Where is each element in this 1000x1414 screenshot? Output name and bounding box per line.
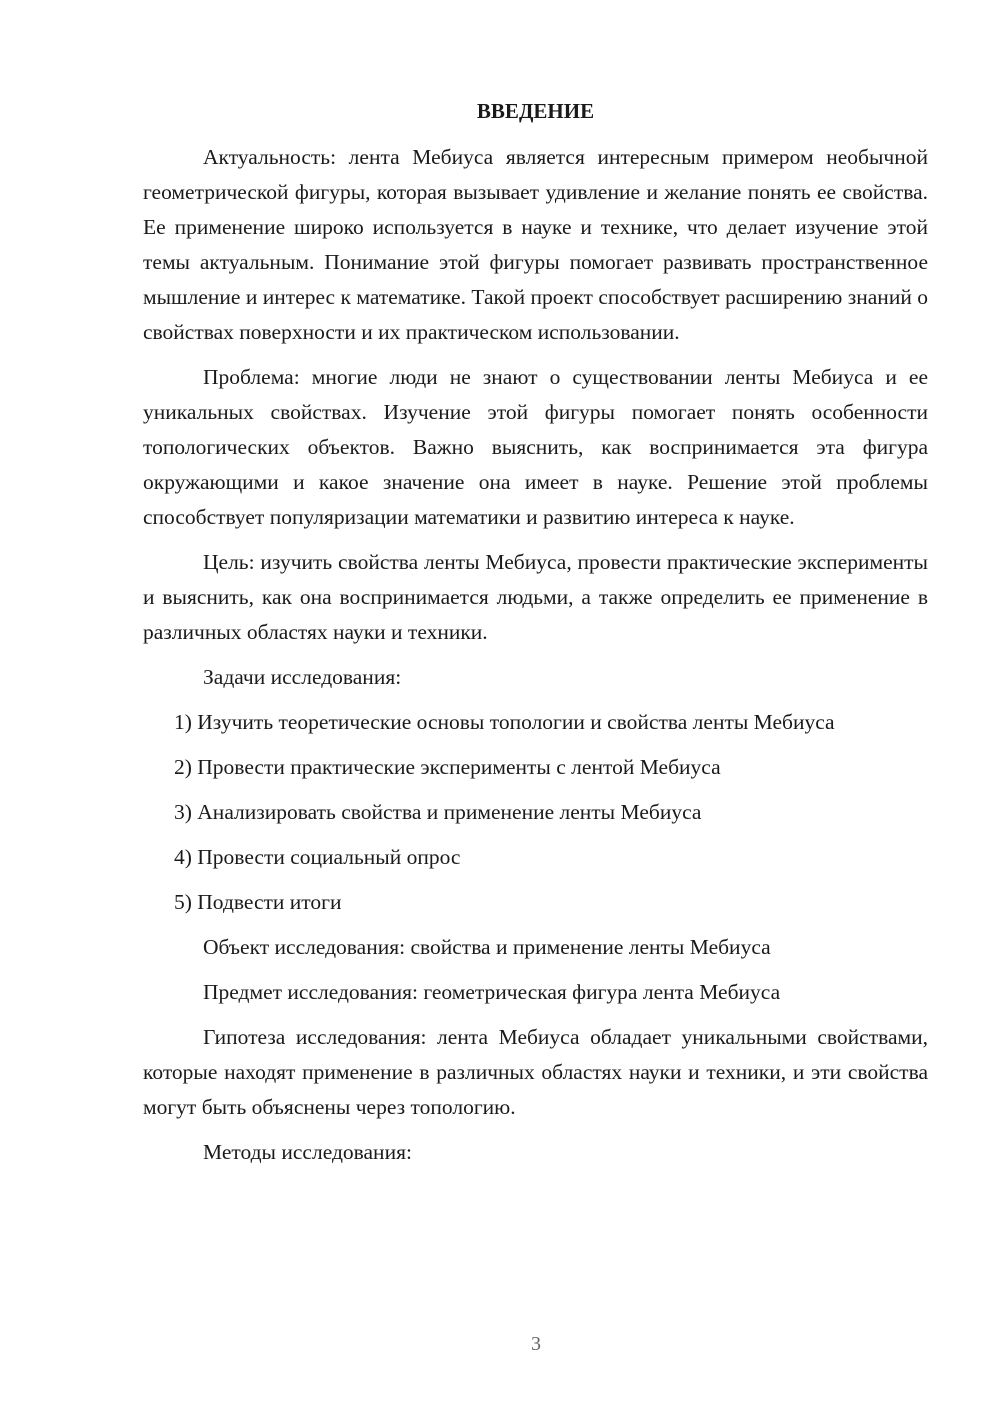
research-subject: Предмет исследования: геометрическая фигура лента Мебиуса xyxy=(203,980,781,1004)
research-object: Объект исследования: свойства и применение ленты Мебиуса xyxy=(203,935,771,959)
document-page xyxy=(143,96,928,1180)
tasks-label: Задачи исследования: xyxy=(203,665,402,689)
section-heading: ВВЕДЕНИЕ xyxy=(476,99,595,123)
goal-paragraph: Цель: изучить свойства ленты Мебиуса, провести практические эксперименты и выяснить, как она воспринимается людьми, а также определить ее применение в различных областях науки и техники. xyxy=(143,550,928,644)
methods-label: Методы исследования: xyxy=(203,1140,412,1164)
task-item-5: 5) Подвести итоги xyxy=(174,890,342,914)
task-item-1: 1) Изучить теоретические основы топологии и свойства ленты Мебиуса xyxy=(174,710,835,734)
task-item-2: 2) Провести практические эксперименты с лентой Мебиуса xyxy=(174,755,721,779)
relevance-paragraph: Актуальность: лента Мебиуса является интересным примером необычной геометрической фигуры, которая вызывает удивление и желание понять ее свойства. Ее применение широко используется в науке и технике, что делает изучение этой темы актуальным. Понимание этой фигуры помогает развивать пространственное мышление и интерес к математике. Такой проект способствует расширению знаний о свойствах поверхности и их практическом использовании. xyxy=(143,145,928,344)
research-hypothesis: Гипотеза исследования: лента Мебиуса обладает уникальными свойствами, которые находят применение в различных областях науки и техники, и эти свойства могут быть объяснены через топологию. xyxy=(143,1025,928,1119)
task-item-4: 4) Провести социальный опрос xyxy=(174,845,461,869)
problem-paragraph: Проблема: многие люди не знают о существовании ленты Мебиуса и ее уникальных свойствах. Изучение этой фигуры помогает понять особенности топологических объектов. Важно выяснить, как воспринимается эта фигура окружающими и какое значение она имеет в науке. Решение этой проблемы способствует популяризации математики и развитию интереса к науке. xyxy=(143,365,928,529)
task-item-3: 3) Анализировать свойства и применение ленты Мебиуса xyxy=(174,800,702,824)
page-number: 3 xyxy=(531,1333,541,1355)
